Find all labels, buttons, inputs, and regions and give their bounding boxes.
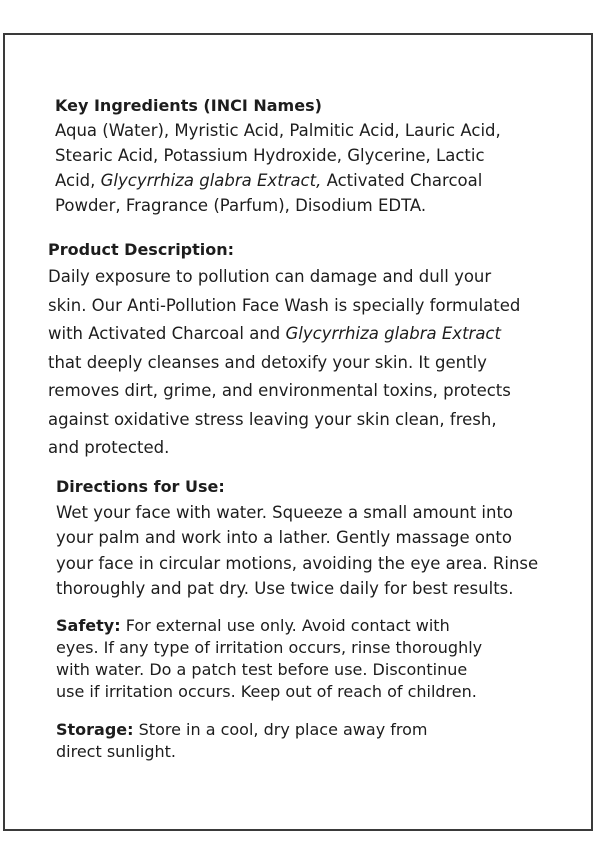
safety-label: Safety: [56,616,121,635]
description-line: that deeply cleanses and detoxify your skin. It gently [48,352,487,372]
storage-line [56,719,427,741]
description-line: against oxidative stress leaving your skin clean, fresh, [48,409,497,429]
ingredients-line: Powder, Fragrance (Parfum), Disodium EDTA. [55,196,427,215]
product-description-section [48,237,520,463]
description-line: and protected. [48,438,170,457]
description-line: removes dirt, grime, and environmental toxins, protects [48,381,511,400]
storage-section [56,719,427,763]
ingredients-line: Stearic Acid, Potassium Hydroxide, Glycerine, Lactic [55,146,485,165]
ingredients-botanical-name: Glycyrrhiza glabra Extract, [100,171,322,190]
directions-line: Wet your face with water. Squeeze a small amount into [56,502,514,522]
directions-line: your palm and work into a lather. Gently massage onto [56,528,512,547]
directions-line: thoroughly and pat dry. Use twice daily for best results. [56,579,514,598]
ingredients-text: Activated Charcoal [321,171,483,190]
ingredients-line [55,168,501,193]
storage-text: Store in a cool, dry place away from [133,720,428,739]
storage-line: direct sunlight. [56,742,176,761]
safety-line [56,615,482,637]
safety-line: use if irritation occurs. Keep out of reach of children. [56,682,477,701]
description-botanical-name: Glycyrrhiza glabra Extract [285,324,501,343]
ingredients-text: Acid, [55,171,101,190]
directions-heading: Directions for Use: [56,477,225,496]
safety-line: with water. Do a patch test before use. Discontinue [56,660,468,679]
safety-section [56,615,482,703]
safety-line: eyes. If any type of irritation occurs, rinse thoroughly [56,638,483,657]
safety-text: For external use only. Avoid contact with [120,616,450,635]
description-line [48,320,520,349]
description-line: Daily exposure to pollution can damage and dull your [48,267,492,286]
product-description-heading: Product Description: [48,240,235,259]
directions-section [56,474,538,602]
ingredients-line: Aqua (Water), Myristic Acid, Palmitic Acid, Lauric Acid, [55,121,501,140]
description-line: skin. Our Anti-Pollution Face Wash is specially formulated [48,295,521,315]
key-ingredients-heading: Key Ingredients (INCI Names) [55,96,322,115]
key-ingredients-section [55,93,501,218]
directions-line: your face in circular motions, avoiding the eye area. Rinse [56,553,539,573]
description-text: with Activated Charcoal and [48,324,286,343]
storage-label: Storage: [56,720,134,739]
